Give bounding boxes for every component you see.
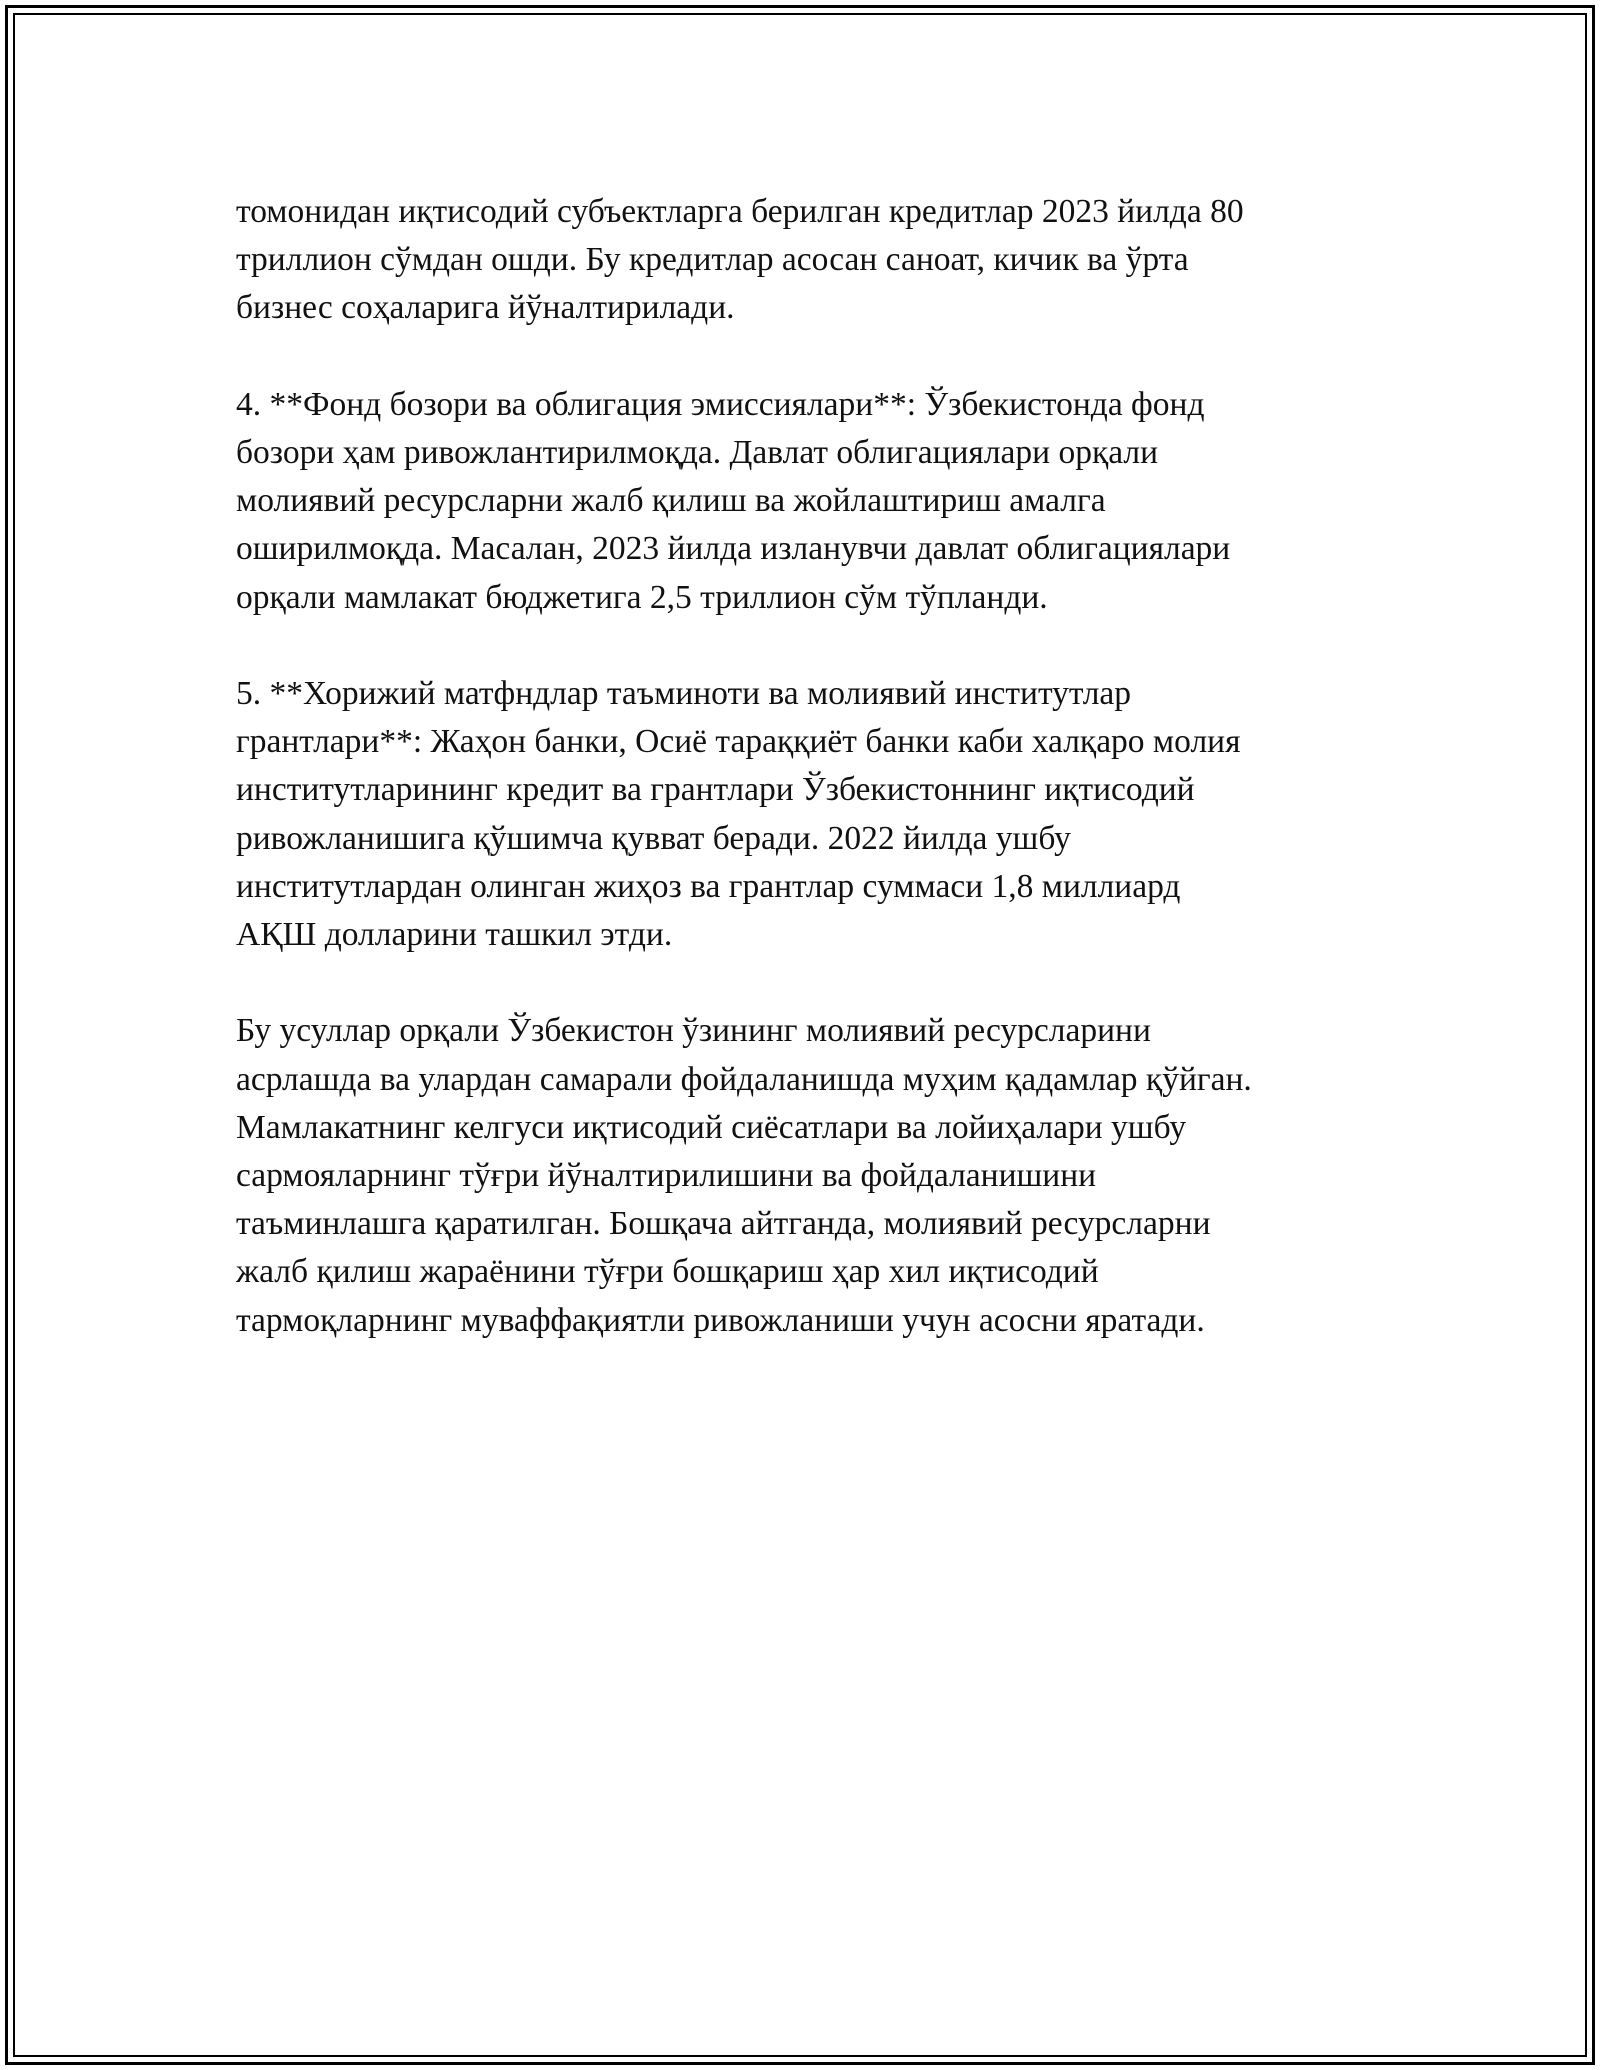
text-line: ривожланишига қўшимча қувват беради. 2022 йилда ушбу	[236, 819, 1071, 857]
paragraph-stock-market	[236, 381, 1356, 622]
text-line: институтлардан олинган жиҳоз ва грантлар суммаси 1,8 миллиард	[236, 867, 1181, 905]
text-line: асрлашда ва улардан самарали фойдаланишда муҳим қадамлар қўйган.	[236, 1060, 1252, 1098]
text-line: орқали мамлакат бюджетига 2,5 триллион сўм тўпланди.	[236, 578, 1048, 616]
text-line: бозори ҳам ривожлантирилмоқда. Давлат облигациялари орқали	[236, 434, 1159, 471]
text-line: Мамлакатнинг келгуси иқтисодий сиёсатлари ва лойиҳалари ушбу	[236, 1108, 1187, 1146]
text-line: томонидан иқтисодий субъектларга берилган кредитлар 2023 йилда 80	[236, 193, 1244, 230]
paragraph-foreign-grants	[236, 670, 1356, 959]
text-line: грантлари**: Жаҳон банки, Осиё тараққиёт банки каби халқаро молия	[236, 723, 1241, 761]
text-line: молиявий ресурсларни жалб қилиш ва жойлаштириш амалга	[236, 482, 1106, 520]
text-line: 4. **Фонд бозори ва облигация эмиссиялари**: Ўзбекистонда фонд	[236, 385, 1205, 423]
text-line: таъминлашга қаратилган. Бошқача айтганда, молиявий ресурсларни	[236, 1205, 1211, 1243]
text-line: институтларининг кредит ва грантлари Ўзбекистоннинг иқтисодий	[236, 771, 1195, 809]
text-line: АҚШ долларини ташкил этди.	[236, 916, 673, 954]
text-line: тармоқларнинг муваффақиятли ривожланиши учун асосни яратади.	[236, 1301, 1205, 1339]
text-line: сармояларнинг тўғри йўналтирилишини ва фойдаланишини	[236, 1157, 1097, 1195]
text-line: 5. **Хорижий матфндлар таъминоти ва молиявий институтлар	[236, 675, 1132, 712]
text-line: триллион сўмдан ошди. Бу кредитлар асосан саноат, кичик ва ўрта	[236, 241, 1189, 279]
paragraph-conclusion	[236, 1007, 1356, 1344]
paragraph-credits-continuation	[236, 188, 1356, 333]
document-body	[236, 188, 1356, 1393]
text-line: Бу усуллар орқали Ўзбекистон ўзининг молиявий ресурсларини	[236, 1012, 1151, 1050]
text-line: бизнес соҳаларига йўналтирилади.	[236, 289, 735, 327]
text-line: жалб қилиш жараёнини тўғри бошқариш ҳар хил иқтисодий	[236, 1253, 1099, 1291]
text-line: оширилмоқда. Масалан, 2023 йилда изланувчи давлат облигациялари	[236, 530, 1231, 568]
